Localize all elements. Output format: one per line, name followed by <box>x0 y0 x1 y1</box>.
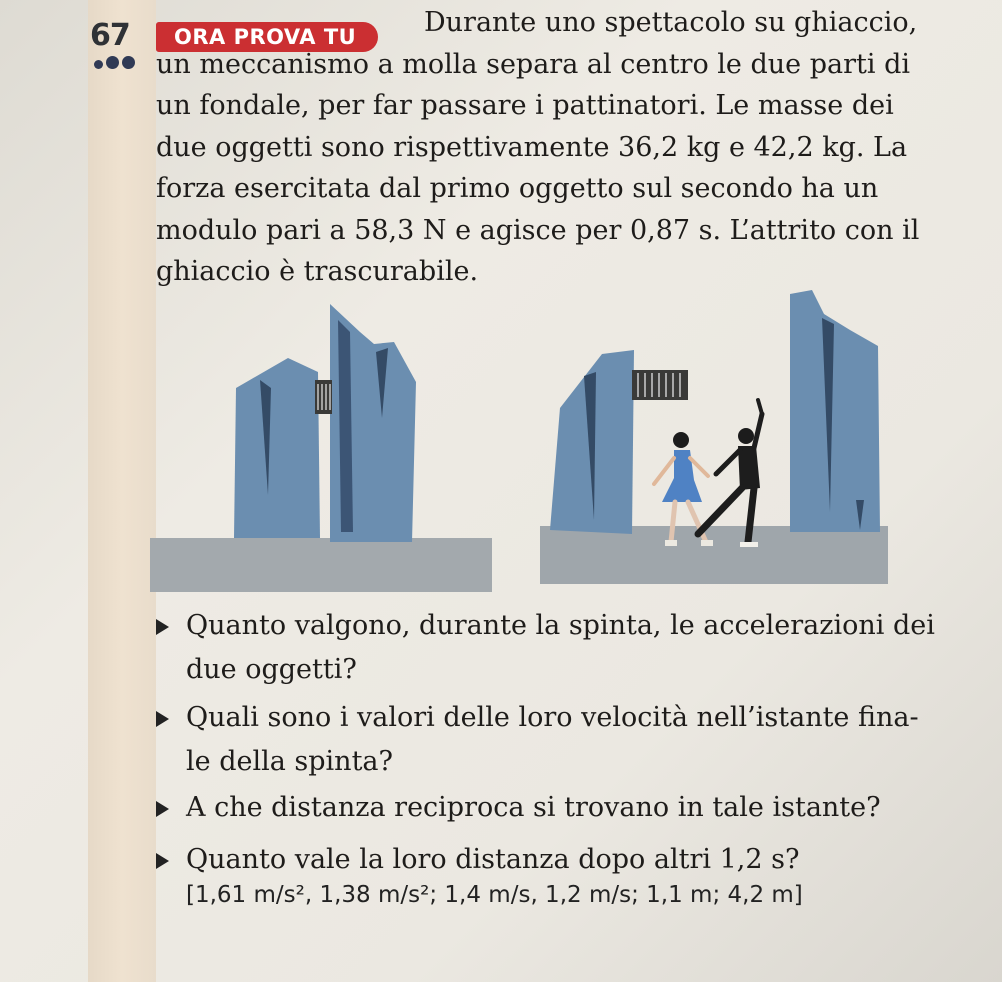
backdrop-closed <box>234 304 416 542</box>
question-2 <box>156 696 936 784</box>
problem-text: Durante uno spettacolo su ghiaccio, un meccanismo a molla separa al centro le due parti di un fondale, per far passare i pattinatori. Le masse dei due oggetti sono rispettivamente 36,2 kg e 42,2 kg. La forza esercitata dal primo oggetto sul secondo ha un modulo pari a 58,3 N e agisce per 0,87 s. L’attrito con il ghiaccio è trascurabile. <box>156 7 920 287</box>
question-text: A che distanza reciproca si trovano in tale istante? <box>186 792 881 823</box>
ora-prova-tu-badge: ORA PROVA TU <box>156 22 378 52</box>
difficulty-dot <box>94 60 103 69</box>
question-1 <box>156 604 936 692</box>
ice-floor-left <box>150 538 492 592</box>
triangle-bullet-icon <box>156 801 169 817</box>
figure-skaters-stage <box>150 280 890 600</box>
triangle-bullet-icon <box>156 711 169 727</box>
panel-left-closed <box>234 358 320 538</box>
difficulty-dots <box>94 56 135 69</box>
question-text: Quanto vale la loro distanza dopo altri 1,2 s? <box>186 844 800 875</box>
question-3 <box>156 786 936 830</box>
question-text: Quanto valgono, durante la spinta, le accelerazioni dei due oggetti? <box>186 610 935 685</box>
question-text: Quali sono i valori delle loro velocità nell’istante fina-le della spinta? <box>186 702 919 777</box>
difficulty-dot <box>122 56 135 69</box>
question-4 <box>156 838 936 882</box>
triangle-bullet-icon <box>156 619 169 635</box>
panel-right-open <box>790 290 880 532</box>
answers-line: [1,61 m/s², 1,38 m/s²; 1,4 m/s, 1,2 m/s; 1,1 m; 4,2 m] <box>186 882 803 908</box>
problem-number: 67 <box>90 18 130 53</box>
ice-floor-right <box>540 526 888 584</box>
backdrop-open <box>550 290 880 534</box>
triangle-bullet-icon <box>156 853 169 869</box>
stage-illustration <box>150 280 890 600</box>
margin-band <box>88 0 156 982</box>
difficulty-dot <box>106 56 119 69</box>
